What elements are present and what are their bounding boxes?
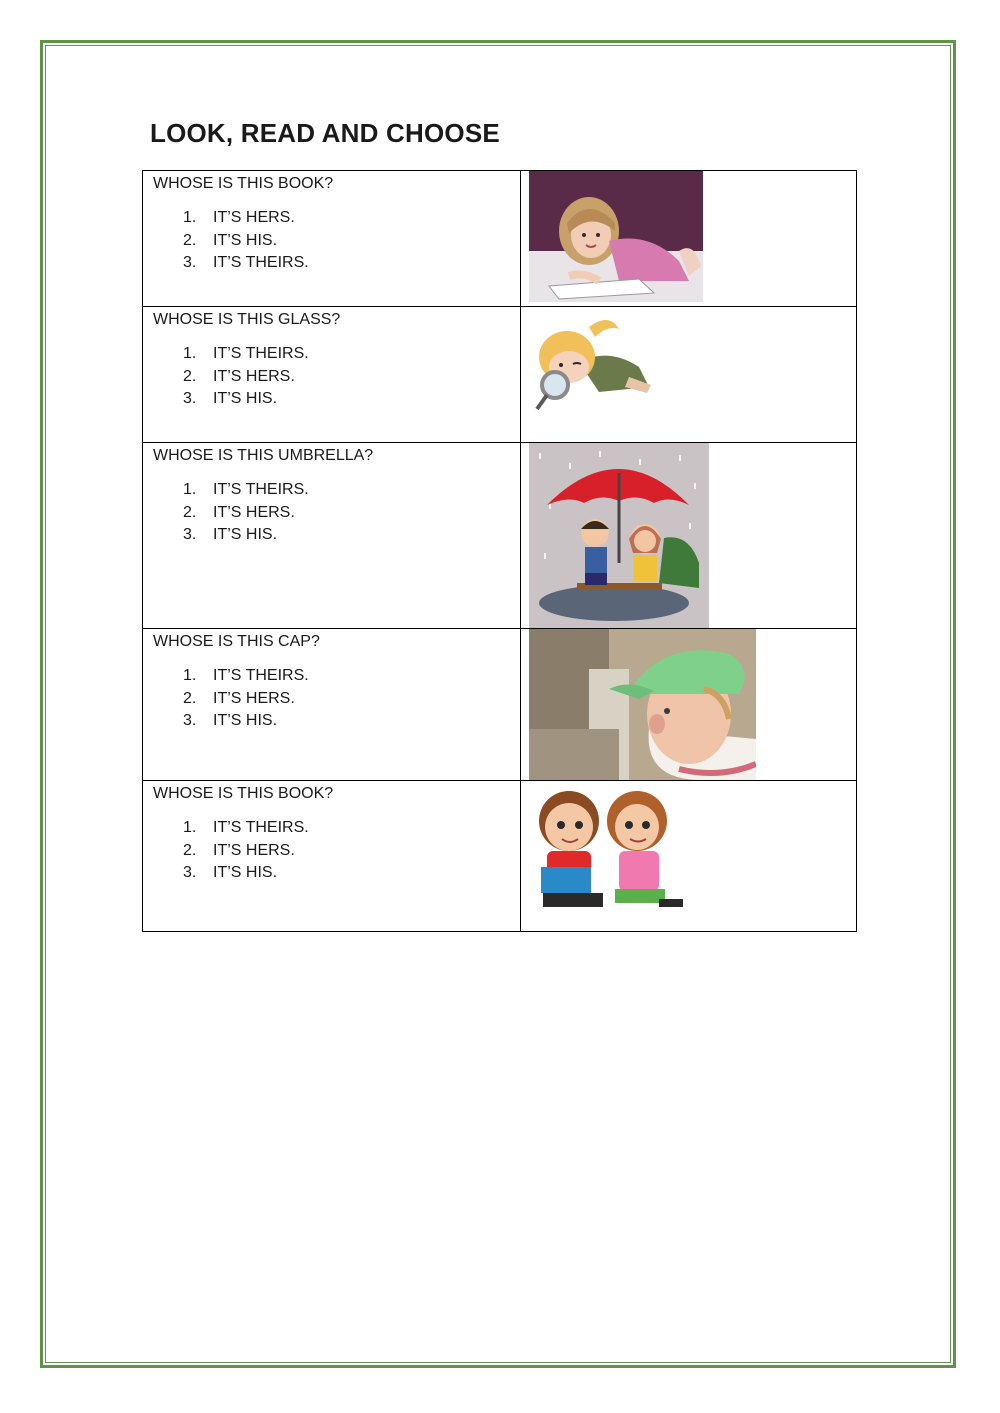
answer-option[interactable]: 1. IT’S THEIRS. bbox=[183, 345, 309, 362]
answer-option[interactable]: 2. IT’S HERS. bbox=[183, 367, 295, 385]
answer-option[interactable]: 1. IT’S THEIRS. bbox=[183, 667, 309, 684]
children-umbrella-picture bbox=[529, 443, 709, 628]
answer-option[interactable]: 3. IT’S HIS. bbox=[183, 712, 278, 730]
question-row bbox=[143, 443, 857, 629]
answer-option[interactable]: 2. IT’S HERS. bbox=[183, 689, 295, 707]
question-text: WHOSE IS THIS CAP? bbox=[153, 633, 320, 650]
answer-option[interactable]: 3. IT’S HIS. bbox=[183, 390, 278, 408]
question-text: WHOSE IS THIS BOOK? bbox=[153, 785, 334, 802]
picture-cell bbox=[521, 629, 857, 781]
answer-options bbox=[153, 207, 510, 275]
girl-reading-book-picture bbox=[529, 171, 703, 302]
answer-option[interactable]: 2. IT’S HIS. bbox=[183, 231, 278, 249]
question-text: WHOSE IS THIS BOOK? bbox=[153, 175, 334, 192]
question-cell bbox=[143, 171, 521, 307]
question-cell bbox=[143, 629, 521, 781]
answer-options bbox=[153, 343, 510, 411]
girl-magnifying-glass-picture bbox=[529, 307, 669, 417]
worksheet-title: LOOK, READ AND CHOOSE bbox=[150, 118, 500, 148]
question-row bbox=[143, 307, 857, 443]
question-row bbox=[143, 171, 857, 307]
picture-cell bbox=[521, 171, 857, 307]
boy-girl-reading-picture bbox=[529, 781, 699, 931]
answer-option[interactable]: 1. IT’S HERS. bbox=[183, 209, 295, 226]
answer-option[interactable]: 2. IT’S HERS. bbox=[183, 841, 295, 859]
question-cell bbox=[143, 307, 521, 443]
question-cell bbox=[143, 781, 521, 932]
question-row bbox=[143, 781, 857, 932]
question-row bbox=[143, 629, 857, 781]
question-text: WHOSE IS THIS UMBRELLA? bbox=[153, 447, 374, 464]
answer-option[interactable]: 1. IT’S THEIRS. bbox=[183, 819, 309, 836]
answer-options bbox=[153, 817, 510, 885]
answer-option[interactable]: 3. IT’S HIS. bbox=[183, 526, 278, 544]
picture-cell bbox=[521, 307, 857, 443]
question-cell bbox=[143, 443, 521, 629]
picture-cell bbox=[521, 781, 857, 932]
answer-options bbox=[153, 665, 510, 733]
question-table bbox=[142, 170, 857, 932]
answer-option[interactable]: 1. IT’S THEIRS. bbox=[183, 481, 309, 498]
answer-option[interactable]: 3. IT’S HIS. bbox=[183, 864, 278, 882]
picture-cell bbox=[521, 443, 857, 629]
question-text: WHOSE IS THIS GLASS? bbox=[153, 311, 341, 328]
answer-options bbox=[153, 479, 510, 547]
boy-green-cap-picture bbox=[529, 629, 756, 780]
answer-option[interactable]: 3. IT’S THEIRS. bbox=[183, 254, 309, 272]
answer-option[interactable]: 2. IT’S HERS. bbox=[183, 503, 295, 521]
